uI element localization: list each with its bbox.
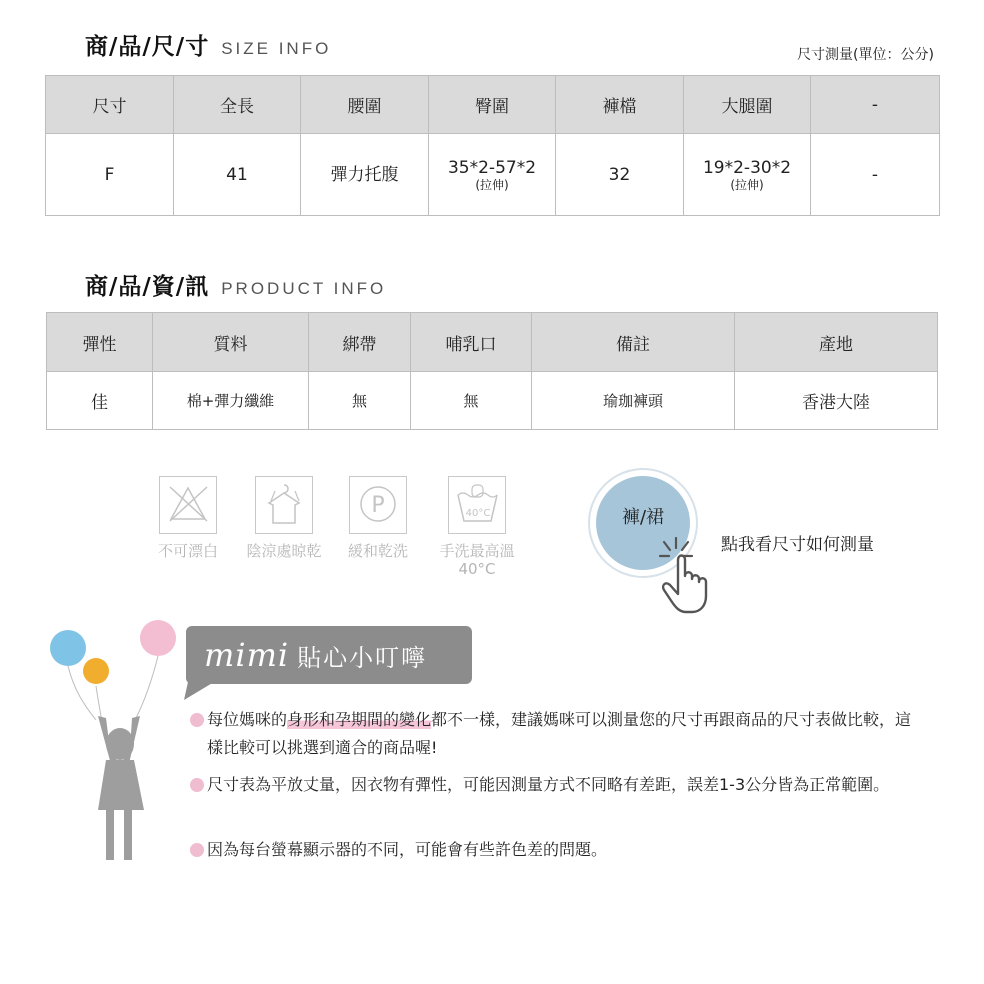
product-info-title-cn: 商/品/資/訊 xyxy=(85,274,210,300)
tip-item xyxy=(190,836,922,864)
pink-balloon xyxy=(140,620,176,656)
size-info-title-en: SIZE INFO xyxy=(221,39,332,58)
size-cell: 41 xyxy=(174,134,301,216)
product-cell: 無 xyxy=(411,372,532,430)
care-label: 緩和乾洗 xyxy=(347,542,408,560)
size-table-row xyxy=(46,134,940,216)
blue-balloon xyxy=(50,630,86,666)
care-label-temp: 40°C xyxy=(458,560,496,578)
size-cell: - xyxy=(811,134,940,216)
tip-text: 因為每台螢幕顯示器的不同，可能會有些許色差的問題。 xyxy=(207,840,608,859)
bubble-tail xyxy=(184,682,224,702)
size-table xyxy=(45,75,940,216)
product-table xyxy=(46,312,938,430)
product-header-strap: 綁帶 xyxy=(309,313,411,372)
reminder-banner xyxy=(186,626,472,684)
reminder-title: 貼心小叮嚀 xyxy=(297,643,428,672)
size-cell: 19*2-30*2 (拉伸) xyxy=(684,134,811,216)
product-cell: 佳 xyxy=(47,372,153,430)
care-item-gentle-dry xyxy=(340,476,416,560)
bullet-dot-icon xyxy=(190,713,204,727)
size-header-waist: 腰圍 xyxy=(301,76,429,134)
size-header-size: 尺寸 xyxy=(46,76,174,134)
brand-name: mimi xyxy=(204,636,290,674)
product-table-row xyxy=(47,372,938,430)
product-header-material: 質料 xyxy=(153,313,309,372)
svg-text:40°C: 40°C xyxy=(465,508,490,519)
care-item-hand-wash xyxy=(430,476,524,578)
tip-item xyxy=(190,706,922,762)
care-item-no-bleach xyxy=(148,476,228,560)
gentle-dry-icon xyxy=(349,476,407,534)
product-info-title xyxy=(85,268,386,301)
tip-highlight: 身形和孕期間的變化 xyxy=(287,710,432,729)
balloon-girl-illustration xyxy=(40,610,190,880)
size-cell: 35*2-57*2 (拉伸) xyxy=(429,134,556,216)
size-info-title-cn: 商/品/尺/寸 xyxy=(85,34,210,60)
size-cell: 32 xyxy=(556,134,684,216)
no-bleach-icon xyxy=(159,476,217,534)
size-cell: F xyxy=(46,134,174,216)
product-cell: 無 xyxy=(309,372,411,430)
size-header-thigh: 大腿圍 xyxy=(684,76,811,134)
measure-button-label[interactable]: 褲/裙 xyxy=(621,507,665,528)
tip-item xyxy=(190,771,922,799)
child-silhouette xyxy=(98,716,144,860)
measure-guide-link[interactable]: 點我看尺寸如何測量 xyxy=(721,535,874,555)
size-table-header-row xyxy=(46,76,940,134)
bullet-dot-icon xyxy=(190,843,204,857)
size-header-hip: 臀圍 xyxy=(429,76,556,134)
size-info-title xyxy=(85,28,331,61)
svg-text:P: P xyxy=(370,493,385,518)
size-header-blank: - xyxy=(811,76,940,134)
hand-wash-icon xyxy=(448,476,506,534)
product-cell: 瑜珈褲頭 xyxy=(532,372,735,430)
unit-note: 尺寸測量(單位：公分) xyxy=(797,47,934,63)
product-header-notes: 備註 xyxy=(532,313,735,372)
size-header-crotch: 褲檔 xyxy=(556,76,684,134)
product-header-nursing: 哺乳口 xyxy=(411,313,532,372)
care-label: 不可漂白 xyxy=(157,542,218,560)
care-item-shade-dry xyxy=(238,476,330,560)
tip-text: 尺寸表為平放丈量，因衣物有彈性，可能因測量方式不同略有差距，誤差1-3公分皆為正常範圍。 xyxy=(207,775,890,794)
tip-text: 每位媽咪的身形和孕期間的變化都不一樣，建議媽咪可以測量您的尺寸再跟商品的尺寸表做比較，這樣比較可以挑選到適合的商品喔! xyxy=(207,710,912,757)
orange-balloon xyxy=(83,658,109,684)
size-header-length: 全長 xyxy=(174,76,301,134)
product-header-elasticity: 彈性 xyxy=(47,313,153,372)
shade-dry-icon xyxy=(255,476,313,534)
care-label: 手洗最高溫 xyxy=(439,542,515,560)
product-cell: 棉+彈力纖維 xyxy=(153,372,309,430)
care-label: 陰涼處晾乾 xyxy=(246,542,322,560)
bullet-dot-icon xyxy=(190,778,204,792)
product-cell: 香港大陸 xyxy=(735,372,938,430)
product-table-header-row xyxy=(47,313,938,372)
product-header-origin: 產地 xyxy=(735,313,938,372)
product-info-title-en: PRODUCT INFO xyxy=(221,279,387,298)
size-cell: 彈力托腹 xyxy=(301,134,429,216)
